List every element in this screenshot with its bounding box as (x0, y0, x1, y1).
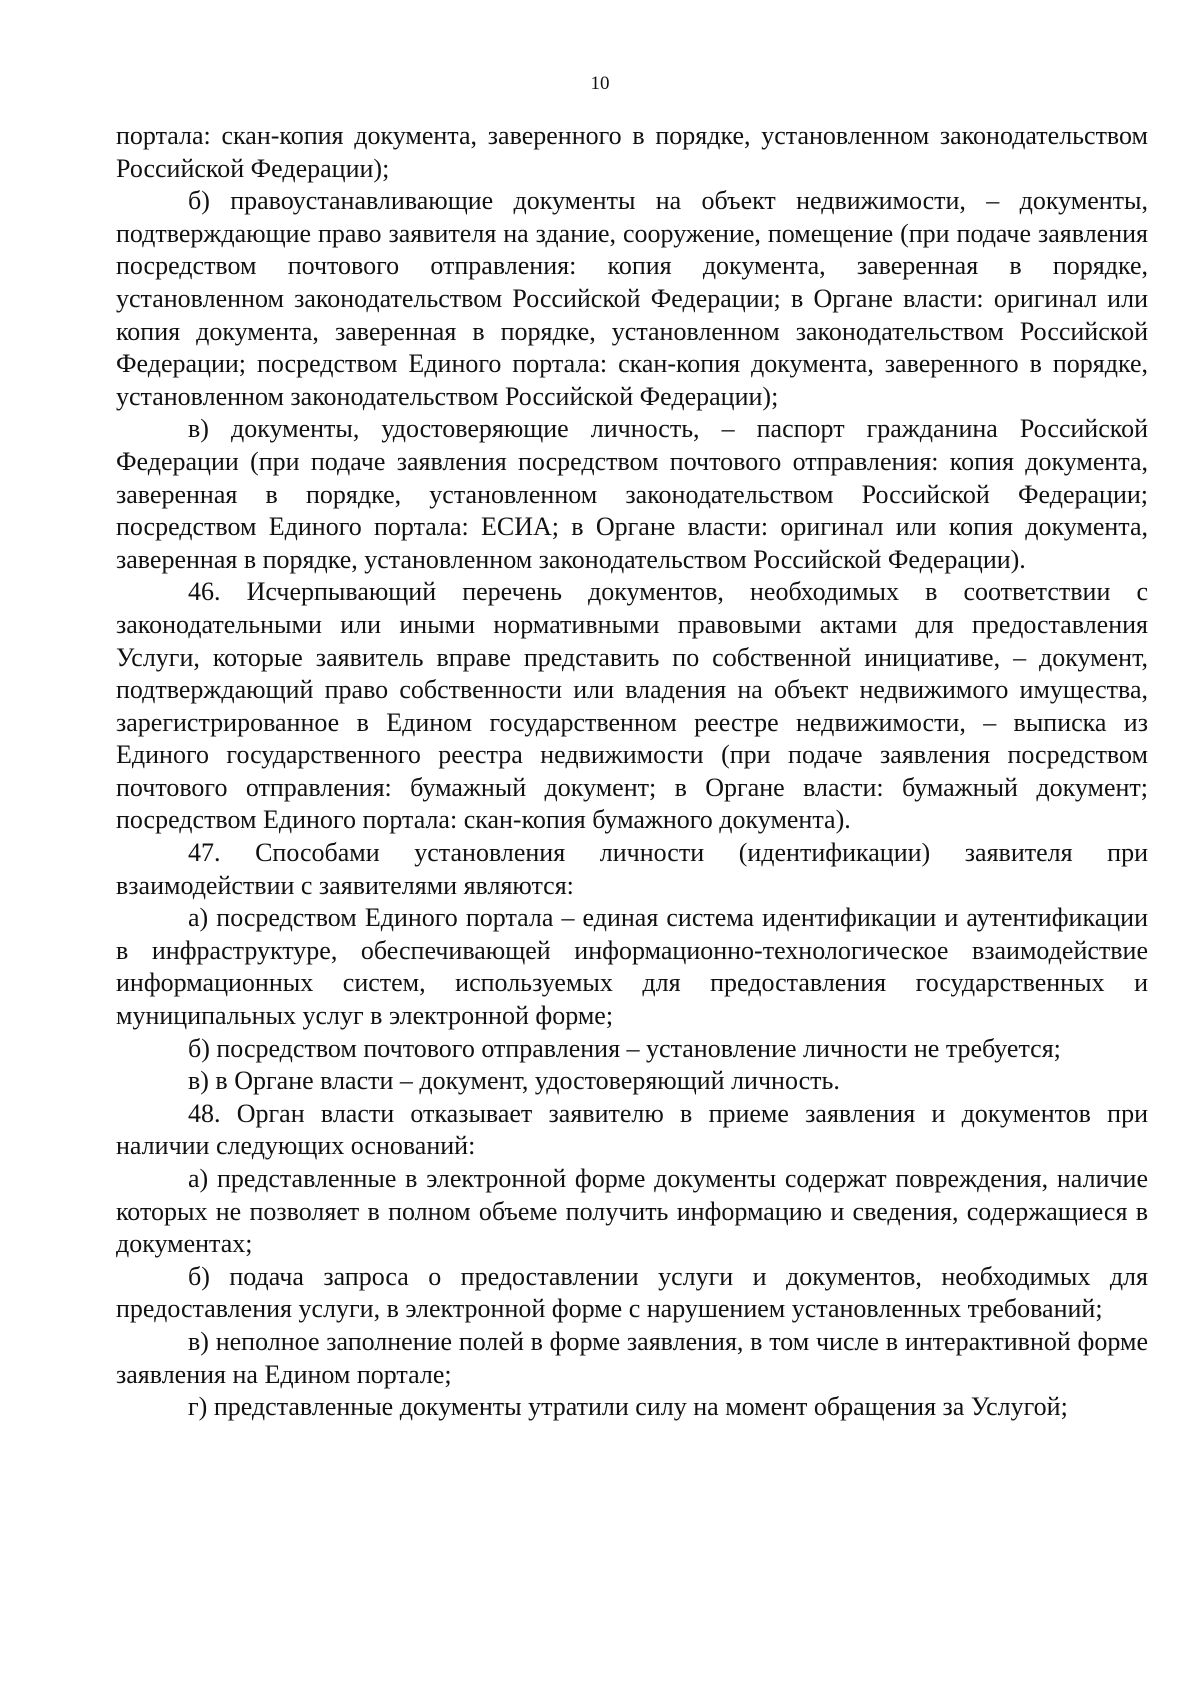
paragraph-48-item-a: а) представленные в электронной форме документы содержат повреждения, наличие которых не позволяет в полном объеме получить информацию и сведения, содержащиеся в документах; (116, 1164, 1148, 1259)
paragraph-item-b-title-documents: б) правоустанавливающие документы на объект недвижимости, – документы, подтверждающие право заявителя на здание, сооружение, помещение (при подаче заявления посредством почтового отправления: копия документа, заверенная в порядке, установленном законодательством Российской Федерации; в Органе власти: оригинал или копия документа, заверенная в порядке, установленном законодательством Российской Федерации; посредством Единого портала: скан-копия документа, заверенного в порядке, установленном законодательством Российской Федерации); (116, 186, 1148, 411)
paragraph-46: 46. Исчерпывающий перечень документов, необходимых в соответствии с законодательными или иными нормативными правовыми актами для предоставления Услуги, которые заявитель вправе представить по собственной инициативе, – документ, подтверждающий право собственности или владения на объект недвижимого имущества, зарегистрированное в Едином государственном реестре недвижимости, – выписка из Единого государственного реестра недвижимости (при подаче заявления посредством почтового отправления: бумажный документ; в Органе власти: бумажный документ; посредством Единого портала: скан-копия бумажного документа). (116, 577, 1148, 835)
paragraph-48: 48. Орган власти отказывает заявителю в приеме заявления и документов при наличии следующих оснований: (116, 1098, 1148, 1161)
paragraph-47-item-b: б) посредством почтового отправления – установление личности не требуется; (188, 1033, 1061, 1063)
paragraph-47-item-v: в) в Органе власти – документ, удостоверяющий личность. (188, 1066, 840, 1096)
page-number: 10 (590, 73, 610, 94)
paragraph-48-item-g: г) представленные документы утратили силу на момент обращения за Услугой; (188, 1392, 1068, 1422)
document-body (116, 120, 1148, 1424)
paragraph-47-item-a: а) посредством Единого портала – единая система идентификации и аутентификации в инфраструктуре, обеспечивающей информационно-технологическое взаимодействие информационных систем, используемых для предоставления государственных и муниципальных услуг в электронной форме; (116, 903, 1148, 1031)
paragraph-item-v-identity-documents: в) документы, удостоверяющие личность, – паспорт гражданина Российской Федерации (при подаче заявления посредством почтового отправления: копия документа, заверенная в порядке, установленном законодательством Российской Федерации; посредством Единого портала: ЕСИА; в Органе власти: оригинал или копия документа, заверенная в порядке, установленном законодательством Российской Федерации). (116, 414, 1148, 574)
paragraph-continuation: портала: скан-копия документа, заверенного в порядке, установленном законодательством Российской Федерации); (116, 121, 1148, 183)
paragraph-47: 47. Способами установления личности (идентификации) заявителя при взаимодействии с заявителями являются: (116, 838, 1148, 900)
paragraph-48-item-v: в) неполное заполнение полей в форме заявления, в том числе в интерактивной форме заявления на Едином портале; (116, 1326, 1148, 1389)
paragraph-48-item-b: б) подача запроса о предоставлении услуги и документов, необходимых для предоставления услуги, в электронной форме с нарушением установленных требований; (116, 1261, 1148, 1324)
